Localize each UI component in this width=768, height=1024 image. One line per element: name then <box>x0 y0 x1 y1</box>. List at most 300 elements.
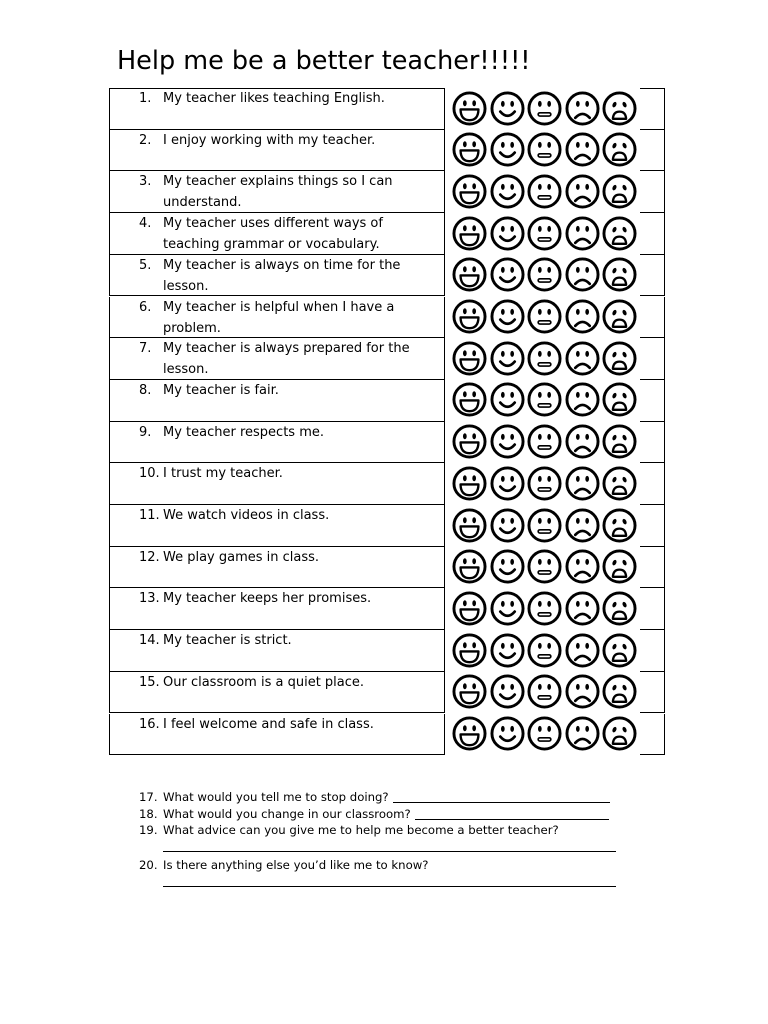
face-outline <box>567 593 598 624</box>
statement-cell <box>109 130 445 172</box>
face-outline <box>567 259 598 290</box>
mouth <box>613 612 626 619</box>
statement-number: 10. <box>139 466 160 482</box>
left-eye <box>501 476 505 482</box>
sad-face-icon <box>565 549 600 584</box>
worksheet-title: Help me be a better teacher!!!!! <box>117 46 531 76</box>
mouth <box>538 112 551 115</box>
neutral-face-icon <box>527 341 562 376</box>
face-outline <box>567 343 598 374</box>
question-text: What would you change in our classroom? <box>163 807 411 821</box>
mouth <box>461 443 479 454</box>
statement-cell <box>109 547 445 589</box>
right-eye <box>548 309 552 315</box>
happy-face-icon <box>490 299 525 334</box>
neutral-face-icon <box>527 257 562 292</box>
left-eye <box>463 392 467 398</box>
rating-scale <box>445 299 640 334</box>
face-outline <box>492 92 523 123</box>
left-eye <box>538 684 542 690</box>
right-eye <box>548 601 552 607</box>
statement-text: My teacher respects me. <box>163 424 324 440</box>
statement-cell <box>109 338 445 380</box>
right-eye <box>548 476 552 482</box>
blank-cell <box>640 297 665 339</box>
mouth <box>538 237 551 240</box>
right-eye <box>472 725 476 731</box>
right-eye <box>510 225 514 231</box>
left-eye <box>538 100 542 106</box>
very-sad-face-icon <box>602 174 637 209</box>
left-eye <box>538 225 542 231</box>
very-happy-face-icon <box>452 382 487 417</box>
very-happy-face-icon <box>452 716 487 751</box>
happy-face-icon <box>490 508 525 543</box>
very-happy-face-icon <box>452 508 487 543</box>
happy-face-icon <box>490 549 525 584</box>
face-outline <box>492 468 523 499</box>
left-eye <box>538 642 542 648</box>
right-eye <box>510 517 514 523</box>
neutral-face-icon <box>527 174 562 209</box>
sad-face-icon <box>565 174 600 209</box>
left-eye <box>501 225 505 231</box>
left-eye <box>501 601 505 607</box>
survey-row <box>109 463 665 505</box>
mouth <box>461 651 479 662</box>
very-sad-face-icon <box>602 508 637 543</box>
mouth <box>461 401 479 412</box>
question-line <box>163 789 610 805</box>
very-happy-face-icon <box>452 91 487 126</box>
sad-face-icon <box>565 132 600 167</box>
survey-row <box>109 88 665 130</box>
very-happy-face-icon <box>452 299 487 334</box>
face-outline <box>492 259 523 290</box>
statement-number: 11. <box>139 508 160 523</box>
sad-face-icon <box>565 257 600 292</box>
face-outline <box>567 218 598 249</box>
statement-cell <box>109 672 445 714</box>
answer-line <box>415 819 609 820</box>
face-outline <box>529 176 560 207</box>
very-sad-face-icon <box>602 549 637 584</box>
right-eye <box>510 100 514 106</box>
blank-cell <box>640 88 665 130</box>
rating-scale <box>445 549 640 584</box>
survey-row <box>109 171 665 213</box>
mouth <box>461 359 479 370</box>
right-eye <box>548 434 552 440</box>
statement-cell <box>109 380 445 422</box>
right-eye <box>548 142 552 148</box>
very-sad-face-icon <box>602 674 637 709</box>
face-outline <box>529 218 560 249</box>
mouth <box>613 486 626 493</box>
left-eye <box>538 601 542 607</box>
happy-face-icon <box>490 633 525 668</box>
mouth <box>613 320 626 327</box>
survey-row <box>109 588 665 630</box>
rating-scale <box>445 591 640 626</box>
mouth <box>538 529 551 532</box>
left-eye <box>463 350 467 356</box>
very-sad-face-icon <box>602 633 637 668</box>
happy-face-icon <box>490 132 525 167</box>
right-eye <box>548 267 552 273</box>
left-eye <box>463 642 467 648</box>
neutral-face-icon <box>527 716 562 751</box>
survey-row <box>109 130 665 172</box>
very-sad-face-icon <box>602 382 637 417</box>
left-eye <box>463 141 467 147</box>
blank-cell <box>640 255 665 297</box>
neutral-face-icon <box>527 466 562 501</box>
statement-cell <box>109 588 445 630</box>
left-eye <box>576 601 580 607</box>
right-eye <box>585 476 589 482</box>
question-text: What advice can you give me to help me become a better teacher? <box>163 823 559 837</box>
sad-face-icon <box>565 341 600 376</box>
face-outline <box>567 384 598 415</box>
very-sad-face-icon <box>602 341 637 376</box>
blank-cell <box>640 505 665 547</box>
right-eye <box>585 726 589 732</box>
mouth <box>538 446 551 449</box>
survey-row <box>109 630 665 672</box>
survey-table <box>109 88 665 756</box>
right-eye <box>472 183 476 189</box>
face-outline <box>529 259 560 290</box>
statement-number: 14. <box>139 633 160 649</box>
survey-row <box>109 380 665 422</box>
face-outline <box>529 509 560 540</box>
right-eye <box>585 225 589 231</box>
very-happy-face-icon <box>452 257 487 292</box>
right-eye <box>548 351 552 357</box>
right-eye <box>472 308 476 314</box>
left-eye <box>576 476 580 482</box>
statement-cell <box>109 505 445 547</box>
left-eye <box>463 600 467 606</box>
left-eye <box>501 267 505 273</box>
face-outline <box>492 593 523 624</box>
face-outline <box>567 468 598 499</box>
rating-scale <box>445 424 640 459</box>
face-outline <box>567 718 598 749</box>
neutral-face-icon <box>527 591 562 626</box>
face-outline <box>567 176 598 207</box>
mouth <box>538 362 551 365</box>
rating-scale <box>445 132 640 167</box>
right-eye <box>548 684 552 690</box>
left-eye <box>501 351 505 357</box>
face-outline <box>492 718 523 749</box>
rating-scale <box>445 508 640 543</box>
neutral-face-icon <box>527 508 562 543</box>
left-eye <box>501 517 505 523</box>
mouth <box>613 153 626 160</box>
right-eye <box>585 684 589 690</box>
statement-number: 9. <box>139 424 152 440</box>
mouth <box>613 695 626 702</box>
statement-number: 15. <box>139 674 160 690</box>
face-outline <box>529 134 560 165</box>
blank-cell <box>640 213 665 255</box>
right-eye <box>472 141 476 147</box>
face-outline <box>492 426 523 457</box>
statement-text: I feel welcome and safe in class. <box>163 716 374 732</box>
right-eye <box>472 392 476 398</box>
mouth <box>613 111 626 118</box>
sad-face-icon <box>565 216 600 251</box>
statement-cell <box>109 630 445 672</box>
left-eye <box>576 434 580 440</box>
right-eye <box>548 559 552 565</box>
right-eye <box>472 350 476 356</box>
left-eye <box>463 517 467 523</box>
statement-number: 12. <box>139 549 160 565</box>
left-eye <box>463 725 467 731</box>
statement-text: My teacher is fair. <box>163 382 279 398</box>
mouth <box>538 196 551 199</box>
survey-row <box>109 338 665 380</box>
left-eye <box>501 100 505 106</box>
statement-text: My teacher explains things so I can understand. <box>163 174 393 211</box>
face-outline <box>492 176 523 207</box>
right-eye <box>585 142 589 148</box>
right-eye <box>472 558 476 564</box>
left-eye <box>501 434 505 440</box>
happy-face-icon <box>490 382 525 417</box>
survey-row <box>109 672 665 714</box>
face-outline <box>567 676 598 707</box>
left-eye <box>576 726 580 732</box>
statement-number: 13. <box>139 591 160 607</box>
right-eye <box>510 351 514 357</box>
very-happy-face-icon <box>452 466 487 501</box>
left-eye <box>501 726 505 732</box>
right-eye <box>472 517 476 523</box>
right-eye <box>548 642 552 648</box>
very-sad-face-icon <box>602 591 637 626</box>
blank-cell <box>640 380 665 422</box>
very-happy-face-icon <box>452 174 487 209</box>
mouth <box>613 403 626 410</box>
face-outline <box>567 301 598 332</box>
survey-row <box>109 714 665 756</box>
sad-face-icon <box>565 508 600 543</box>
statement-text: I enjoy working with my teacher. <box>163 132 376 148</box>
sad-face-icon <box>565 424 600 459</box>
answer-line <box>393 802 610 803</box>
rating-scale <box>445 341 640 376</box>
left-eye <box>576 309 580 315</box>
happy-face-icon <box>490 591 525 626</box>
left-eye <box>463 475 467 481</box>
face-outline <box>529 426 560 457</box>
question-line <box>163 806 609 822</box>
statement-number: 16. <box>139 716 160 732</box>
face-outline <box>529 301 560 332</box>
face-outline <box>492 635 523 666</box>
face-outline <box>492 218 523 249</box>
left-eye <box>501 559 505 565</box>
very-happy-face-icon <box>452 216 487 251</box>
blank-cell <box>640 338 665 380</box>
right-eye <box>548 726 552 732</box>
left-eye <box>463 558 467 564</box>
mouth <box>538 279 551 282</box>
right-eye <box>472 267 476 273</box>
right-eye <box>585 559 589 565</box>
survey-row <box>109 255 665 297</box>
right-eye <box>510 267 514 273</box>
left-eye <box>576 267 580 273</box>
rating-scale <box>445 633 640 668</box>
left-eye <box>501 642 505 648</box>
face-outline <box>529 593 560 624</box>
face-outline <box>529 468 560 499</box>
right-eye <box>472 433 476 439</box>
right-eye <box>585 351 589 357</box>
right-eye <box>585 642 589 648</box>
question-text: Is there anything else you’d like me to know? <box>163 858 429 872</box>
face-outline <box>492 551 523 582</box>
statement-cell <box>109 297 445 339</box>
right-eye <box>510 559 514 565</box>
right-eye <box>510 726 514 732</box>
mouth <box>461 317 479 328</box>
face-outline <box>492 134 523 165</box>
face-outline <box>529 676 560 707</box>
right-eye <box>510 642 514 648</box>
right-eye <box>510 309 514 315</box>
statement-number: 4. <box>139 216 152 232</box>
question-number: 18. <box>139 807 158 821</box>
very-sad-face-icon <box>602 716 637 751</box>
statement-number: 7. <box>139 341 152 357</box>
blank-cell <box>640 630 665 672</box>
right-eye <box>548 392 552 398</box>
sad-face-icon <box>565 382 600 417</box>
answer-line <box>163 851 616 852</box>
left-eye <box>463 308 467 314</box>
happy-face-icon <box>490 466 525 501</box>
statement-cell <box>109 213 445 255</box>
neutral-face-icon <box>527 299 562 334</box>
very-sad-face-icon <box>602 132 637 167</box>
left-eye <box>463 433 467 439</box>
answer-line <box>163 886 616 887</box>
statement-text: We watch videos in class. <box>163 508 330 523</box>
left-eye <box>501 142 505 148</box>
face-outline <box>567 635 598 666</box>
sad-face-icon <box>565 716 600 751</box>
statement-number: 5. <box>139 257 152 273</box>
blank-cell <box>640 130 665 172</box>
mouth <box>613 361 626 368</box>
face-outline <box>492 384 523 415</box>
very-sad-face-icon <box>602 424 637 459</box>
right-eye <box>510 434 514 440</box>
mouth <box>461 276 479 287</box>
neutral-face-icon <box>527 424 562 459</box>
statement-text: My teacher uses different ways of teaching grammar or vocabulary. <box>163 216 383 253</box>
left-eye <box>576 225 580 231</box>
statement-number: 6. <box>139 299 152 315</box>
face-outline <box>567 551 598 582</box>
happy-face-icon <box>490 257 525 292</box>
left-eye <box>538 309 542 315</box>
left-eye <box>501 184 505 190</box>
statement-text: My teacher likes teaching English. <box>163 91 385 106</box>
question-19 <box>0 822 768 838</box>
face-outline <box>567 426 598 457</box>
happy-face-icon <box>490 424 525 459</box>
left-eye <box>538 267 542 273</box>
face-outline <box>529 551 560 582</box>
right-eye <box>472 642 476 648</box>
mouth <box>461 734 479 745</box>
face-outline <box>529 718 560 749</box>
right-eye <box>585 517 589 523</box>
right-eye <box>585 100 589 106</box>
left-eye <box>501 684 505 690</box>
face-outline <box>492 509 523 540</box>
very-happy-face-icon <box>452 591 487 626</box>
statement-text: Our classroom is a quiet place. <box>163 674 365 690</box>
question-20 <box>0 857 768 873</box>
neutral-face-icon <box>527 549 562 584</box>
face-outline <box>529 92 560 123</box>
rating-scale <box>445 466 640 501</box>
happy-face-icon <box>490 216 525 251</box>
left-eye <box>538 434 542 440</box>
mouth <box>613 445 626 452</box>
statement-cell <box>109 422 445 464</box>
question-18 <box>0 806 768 822</box>
rating-scale <box>445 716 640 751</box>
mouth <box>538 696 551 699</box>
statement-cell <box>109 714 445 756</box>
statement-text: I trust my teacher. <box>163 466 283 482</box>
left-eye <box>576 559 580 565</box>
blank-cell <box>640 547 665 589</box>
right-eye <box>472 600 476 606</box>
left-eye <box>538 559 542 565</box>
mouth <box>461 526 479 537</box>
left-eye <box>576 642 580 648</box>
right-eye <box>510 684 514 690</box>
very-sad-face-icon <box>602 257 637 292</box>
rating-scale <box>445 257 640 292</box>
mouth <box>613 278 626 285</box>
mouth <box>461 609 479 620</box>
left-eye <box>576 392 580 398</box>
left-eye <box>463 183 467 189</box>
very-happy-face-icon <box>452 132 487 167</box>
right-eye <box>510 392 514 398</box>
right-eye <box>585 309 589 315</box>
statement-text: We play games in class. <box>163 549 320 565</box>
right-eye <box>548 184 552 190</box>
left-eye <box>576 351 580 357</box>
happy-face-icon <box>490 341 525 376</box>
statement-cell <box>109 255 445 297</box>
face-outline <box>529 635 560 666</box>
very-happy-face-icon <box>452 549 487 584</box>
